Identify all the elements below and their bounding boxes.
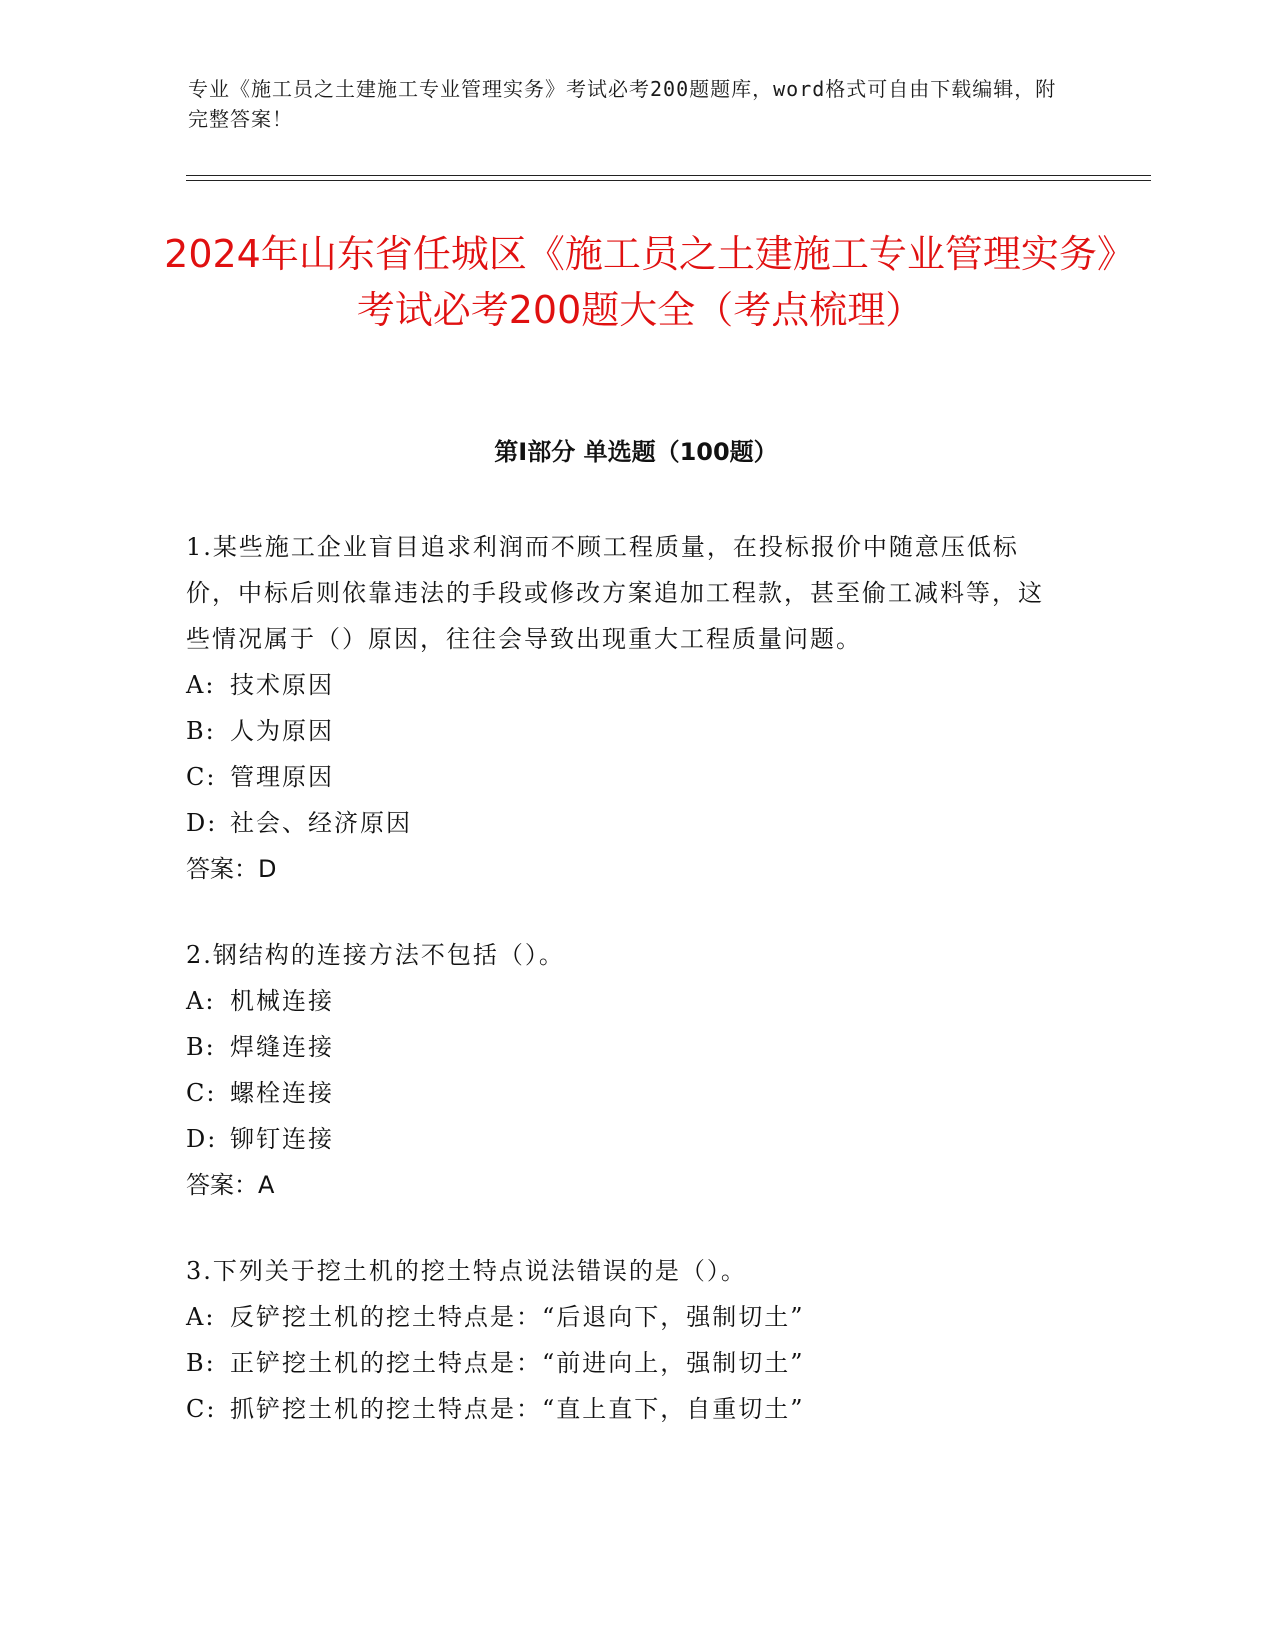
option-c <box>186 1070 1056 1116</box>
option-text: 技术原因 <box>230 671 334 699</box>
option-letter: A: <box>186 671 216 699</box>
option-c <box>186 754 1056 800</box>
option-d <box>186 800 1056 846</box>
question-3 <box>186 1248 1056 1432</box>
question-stem: 3.下列关于挖土机的挖土特点说法错误的是（）。 <box>186 1257 747 1285</box>
option-b <box>186 1024 1056 1070</box>
option-letter: C: <box>186 1079 217 1107</box>
option-c <box>186 1386 1056 1432</box>
document-title: 2024年山东省任城区《施工员之土建施工专业管理实务》考试必考200题大全（考点梳理） <box>164 232 1116 332</box>
option-letter: B: <box>186 1349 216 1377</box>
option-text: 社会、经济原因 <box>230 809 412 837</box>
question-stem: 1.某些施工企业盲目追求利润而不顾工程质量，在投标报价中随意压低标价，中标后则依靠违法的手段或修改方案追加工程款，甚至偷工减料等，这些情况属于（）原因，往往会导致出现重大工程质量问题。 <box>186 533 1044 653</box>
option-letter: A: <box>186 987 216 1015</box>
question-2 <box>186 932 1056 1208</box>
answer-line: 答案：D <box>186 855 277 883</box>
option-b <box>186 708 1056 754</box>
option-d <box>186 1116 1056 1162</box>
option-letter: C: <box>186 763 217 791</box>
question-list <box>186 524 1056 1472</box>
option-letter: D: <box>186 1125 218 1153</box>
option-text: 反铲挖土机的挖土特点是：“后退向下，强制切土” <box>230 1303 805 1331</box>
option-text: 焊缝连接 <box>230 1033 334 1061</box>
option-letter: B: <box>186 717 216 745</box>
answer-line: 答案：A <box>186 1171 275 1199</box>
option-text: 人为原因 <box>230 717 334 745</box>
option-b <box>186 1340 1056 1386</box>
option-text: 管理原因 <box>230 763 334 791</box>
option-a <box>186 1294 1056 1340</box>
option-a <box>186 978 1056 1024</box>
option-text: 机械连接 <box>230 987 334 1015</box>
option-a <box>186 662 1056 708</box>
option-letter: B: <box>186 1033 216 1061</box>
question-stem: 2.钢结构的连接方法不包括（）。 <box>186 941 565 969</box>
question-1 <box>186 524 1056 892</box>
option-text: 抓铲挖土机的挖土特点是：“直上直下，自重切土” <box>230 1395 805 1423</box>
option-text: 螺栓连接 <box>230 1079 334 1107</box>
option-letter: C: <box>186 1395 217 1423</box>
header-divider <box>186 175 1151 181</box>
option-letter: D: <box>186 809 218 837</box>
header-note: 专业《施工员之土建施工专业管理实务》考试必考200题题库，word格式可自由下载编辑，附完整答案！ <box>188 77 1057 131</box>
option-text: 铆钉连接 <box>230 1125 334 1153</box>
option-text: 正铲挖土机的挖土特点是：“前进向上，强制切土” <box>230 1349 805 1377</box>
section-title: 第I部分 单选题（100题） <box>494 438 778 466</box>
option-letter: A: <box>186 1303 216 1331</box>
